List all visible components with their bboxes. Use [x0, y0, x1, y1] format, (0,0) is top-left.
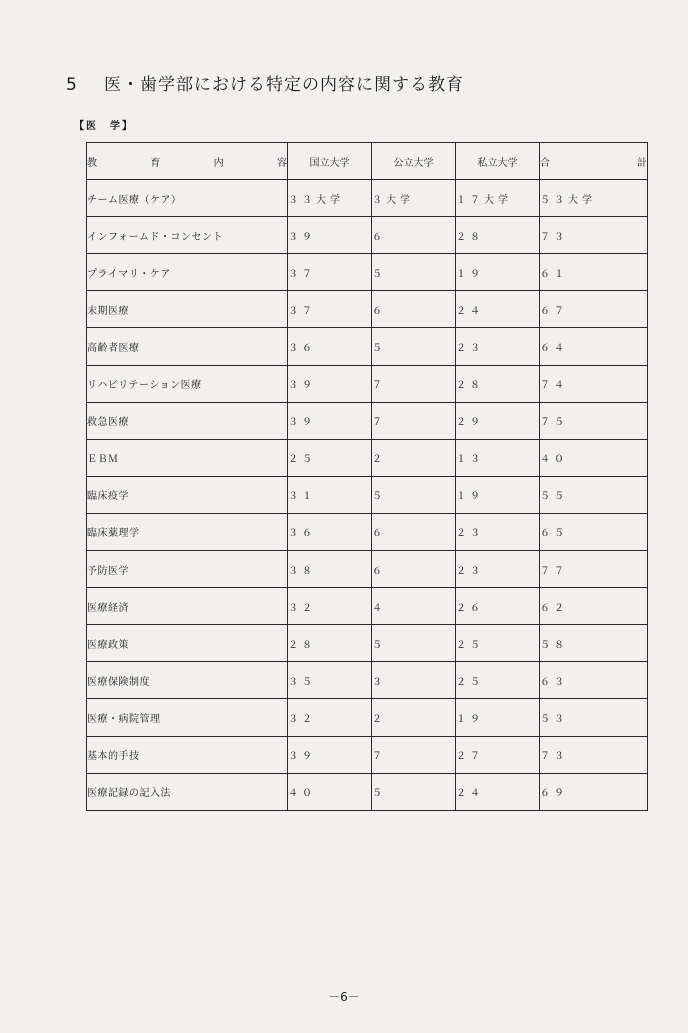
cell-total: ７７: [540, 551, 648, 588]
cell-public: ５: [372, 773, 456, 810]
header-public: 公立大学: [372, 143, 456, 180]
section-title: 医・歯学部における特定の内容に関する教育: [104, 75, 464, 95]
cell-national: ３９: [288, 736, 372, 773]
table-row: [87, 402, 648, 439]
cell-national: ３５: [288, 662, 372, 699]
cell-national: ３６: [288, 328, 372, 365]
table-row: [87, 254, 648, 291]
cell-public: ２: [372, 699, 456, 736]
cell-public: ５: [372, 625, 456, 662]
cell-public: ６: [372, 513, 456, 550]
cell-content: 医療・病院管理: [87, 699, 288, 736]
cell-public: ２: [372, 439, 456, 476]
cell-total: ７３: [540, 217, 648, 254]
cell-content: 救急医療: [87, 402, 288, 439]
cell-total: ６１: [540, 254, 648, 291]
table-row: [87, 662, 648, 699]
table-row: [87, 217, 648, 254]
cell-private: ２９: [456, 402, 540, 439]
cell-content: 臨床薬理学: [87, 513, 288, 550]
cell-national: ３２: [288, 588, 372, 625]
cell-total: ５３: [540, 699, 648, 736]
cell-public: ７: [372, 402, 456, 439]
cell-content: 予防医学: [87, 551, 288, 588]
cell-public: ３大学: [372, 180, 456, 217]
cell-public: ６: [372, 217, 456, 254]
table-row: [87, 736, 648, 773]
subsection-label: 【医 学】: [74, 121, 134, 132]
table-row: [87, 439, 648, 476]
cell-private: ２６: [456, 588, 540, 625]
cell-public: ６: [372, 291, 456, 328]
cell-total: ６２: [540, 588, 648, 625]
header-content: 教 育 内 容: [87, 143, 288, 180]
cell-private: ２３: [456, 328, 540, 365]
cell-national: ４０: [288, 773, 372, 810]
cell-national: ３２: [288, 699, 372, 736]
cell-public: ５: [372, 254, 456, 291]
cell-total: ６７: [540, 291, 648, 328]
section-number: 5: [66, 75, 78, 95]
cell-total: ６３: [540, 662, 648, 699]
cell-private: ２５: [456, 662, 540, 699]
cell-public: ７: [372, 365, 456, 402]
cell-total: ７４: [540, 365, 648, 402]
header-total: 合 計: [540, 143, 648, 180]
cell-total: ６９: [540, 773, 648, 810]
table-row: [87, 625, 648, 662]
table-row: [87, 365, 648, 402]
cell-private: １９: [456, 699, 540, 736]
cell-content: 末期医療: [87, 291, 288, 328]
cell-national: ３９: [288, 402, 372, 439]
table-body: [87, 180, 648, 811]
cell-content: インフォームド・コンセント: [87, 217, 288, 254]
table-row: [87, 551, 648, 588]
cell-content: プライマリ・ケア: [87, 254, 288, 291]
cell-total: ５５: [540, 476, 648, 513]
cell-private: １７大学: [456, 180, 540, 217]
cell-total: ７５: [540, 402, 648, 439]
cell-content: 臨床疫学: [87, 476, 288, 513]
cell-public: ７: [372, 736, 456, 773]
table-row: [87, 588, 648, 625]
cell-private: １９: [456, 254, 540, 291]
cell-private: ２４: [456, 773, 540, 810]
cell-private: ２５: [456, 625, 540, 662]
table-row: [87, 328, 648, 365]
cell-content: 医療経済: [87, 588, 288, 625]
cell-national: ３９: [288, 217, 372, 254]
table-row: [87, 513, 648, 550]
table-header-row: [87, 143, 648, 180]
cell-total: ６４: [540, 328, 648, 365]
header-national: 国立大学: [288, 143, 372, 180]
cell-private: ２８: [456, 365, 540, 402]
cell-private: ２８: [456, 217, 540, 254]
cell-total: ４０: [540, 439, 648, 476]
cell-content: チーム医療（ケア）: [87, 180, 288, 217]
cell-content: 医療政策: [87, 625, 288, 662]
education-content-table: [86, 142, 648, 811]
cell-private: ２３: [456, 513, 540, 550]
cell-private: １９: [456, 476, 540, 513]
cell-total: ５８: [540, 625, 648, 662]
cell-private: １３: [456, 439, 540, 476]
cell-private: ２４: [456, 291, 540, 328]
cell-national: ３１: [288, 476, 372, 513]
table-row: [87, 476, 648, 513]
cell-total: ７３: [540, 736, 648, 773]
cell-national: ２８: [288, 625, 372, 662]
cell-content: 医療保険制度: [87, 662, 288, 699]
table-row: [87, 773, 648, 810]
cell-national: ３６: [288, 513, 372, 550]
cell-public: ５: [372, 476, 456, 513]
cell-total: ５３大学: [540, 180, 648, 217]
header-private: 私立大学: [456, 143, 540, 180]
cell-content: 医療記録の記入法: [87, 773, 288, 810]
cell-national: ３８: [288, 551, 372, 588]
cell-public: ４: [372, 588, 456, 625]
cell-private: ２７: [456, 736, 540, 773]
cell-total: ６５: [540, 513, 648, 550]
cell-national: ３７: [288, 254, 372, 291]
page-title: [66, 70, 464, 95]
cell-content: 基本的手技: [87, 736, 288, 773]
cell-content: 高齢者医療: [87, 328, 288, 365]
cell-national: ３７: [288, 291, 372, 328]
cell-national: ３９: [288, 365, 372, 402]
cell-content: リハビリテーション医療: [87, 365, 288, 402]
cell-private: ２３: [456, 551, 540, 588]
table-row: [87, 291, 648, 328]
cell-national: ２５: [288, 439, 372, 476]
cell-content: ＥＢＭ: [87, 439, 288, 476]
page-number: －6－: [328, 990, 360, 1004]
table-row: [87, 180, 648, 217]
cell-public: ５: [372, 328, 456, 365]
cell-public: ３: [372, 662, 456, 699]
cell-public: ６: [372, 551, 456, 588]
cell-national: ３３大学: [288, 180, 372, 217]
table-row: [87, 699, 648, 736]
